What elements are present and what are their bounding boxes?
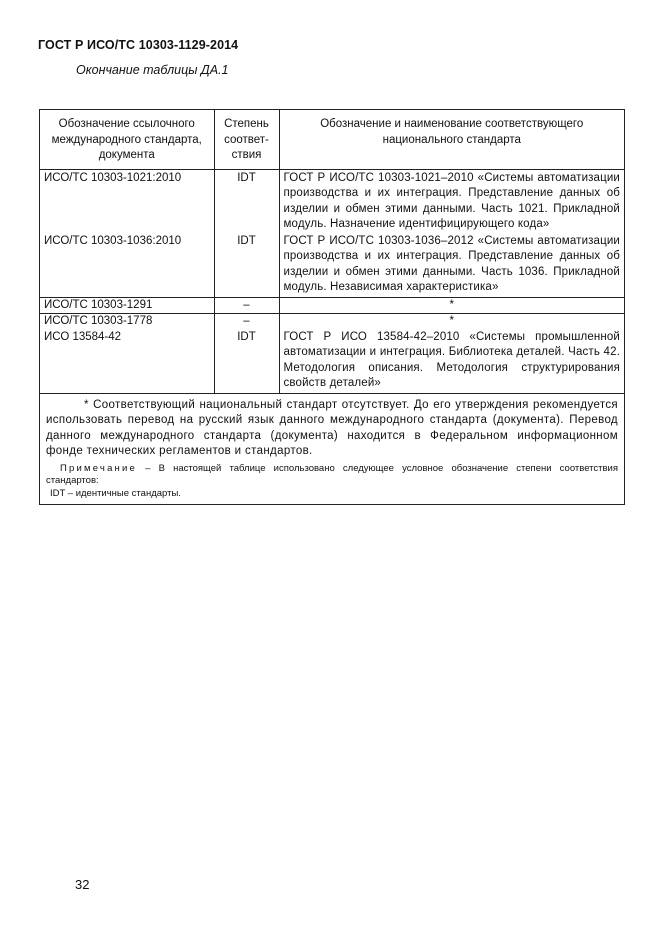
note-idt-definition: IDT – идентичные стандарты.: [50, 487, 181, 499]
reference-cell: ИСО/ТС 10303-1021:2010: [40, 169, 214, 234]
table-footer: [40, 393, 624, 504]
degree-cell: IDT: [214, 169, 279, 234]
table-row: [40, 169, 624, 234]
page-number: 32: [75, 877, 90, 892]
column-header-reference: Обозначение ссылочного международного стандарта, документа: [40, 110, 214, 169]
standards-table: [39, 109, 625, 505]
reference-cell: ИСО/ТС 10303-1778: [40, 314, 214, 330]
note-text: – В настоящей таблице использовано следующее условное обозначение степени соответствия стандартов:: [46, 462, 619, 486]
reference-cell: ИСО 13584-42: [40, 330, 214, 394]
table-footer-row: [40, 393, 624, 504]
national-standard-cell: ГОСТ Р ИСО/ТС 10303-1021–2010 «Системы автоматизации производства и их интеграция. Представление данных об изделии и обмен этими данными. Часть 1021. Прикладной модуль. Назначение идентифицирующего кода»: [283, 171, 620, 230]
degree-cell: IDT: [214, 330, 279, 394]
table-row: [40, 297, 624, 314]
table-header-row: [40, 110, 624, 169]
reference-cell: ИСО/ТС 10303-1291: [40, 297, 214, 314]
column-header-national: Обозначение и наименование соответствующего национального стандарта: [279, 110, 624, 169]
document-header: ГОСТ Р ИСО/ТС 10303-1129-2014: [38, 38, 239, 52]
national-standard-cell: ГОСТ Р ИСО 13584-42–2010 «Системы промышленной автоматизации и интеграция. Библиотека деталей. Часть 42. Методология описания. Методология структурирования свойств деталей»: [283, 330, 620, 389]
table-row: [40, 314, 624, 330]
table-caption: Окончание таблицы ДА.1: [76, 63, 229, 77]
degree-cell: IDT: [214, 234, 279, 298]
degree-cell: –: [214, 297, 279, 314]
reference-cell: ИСО/ТС 10303-1036:2010: [40, 234, 214, 298]
national-standard-cell: *: [279, 314, 624, 330]
degree-cell: –: [214, 314, 279, 330]
national-standard-cell: ГОСТ Р ИСО/ТС 10303-1036–2012 «Системы автоматизации производства и их интеграция. Представление данных об изделии и обмен этими данными. Часть 1036. Прикладной модуль. Независимая характеристика»: [283, 234, 620, 293]
column-header-degree: Степень соответ-ствия: [214, 110, 279, 169]
table-row: [40, 330, 624, 394]
note: [46, 463, 618, 488]
footnote: * Соответствующий национальный стандарт отсутствует. До его утверждения рекомендуется использовать перевод на русский язык данного международного стандарта (документа). Перевод данного международного стандарта (документа) находится в Федеральном информационном фонде технических регламентов и стандартов.: [46, 398, 618, 457]
national-standard-cell: *: [279, 297, 624, 314]
note-label: Примечание: [60, 462, 137, 474]
table-row: [40, 234, 624, 298]
